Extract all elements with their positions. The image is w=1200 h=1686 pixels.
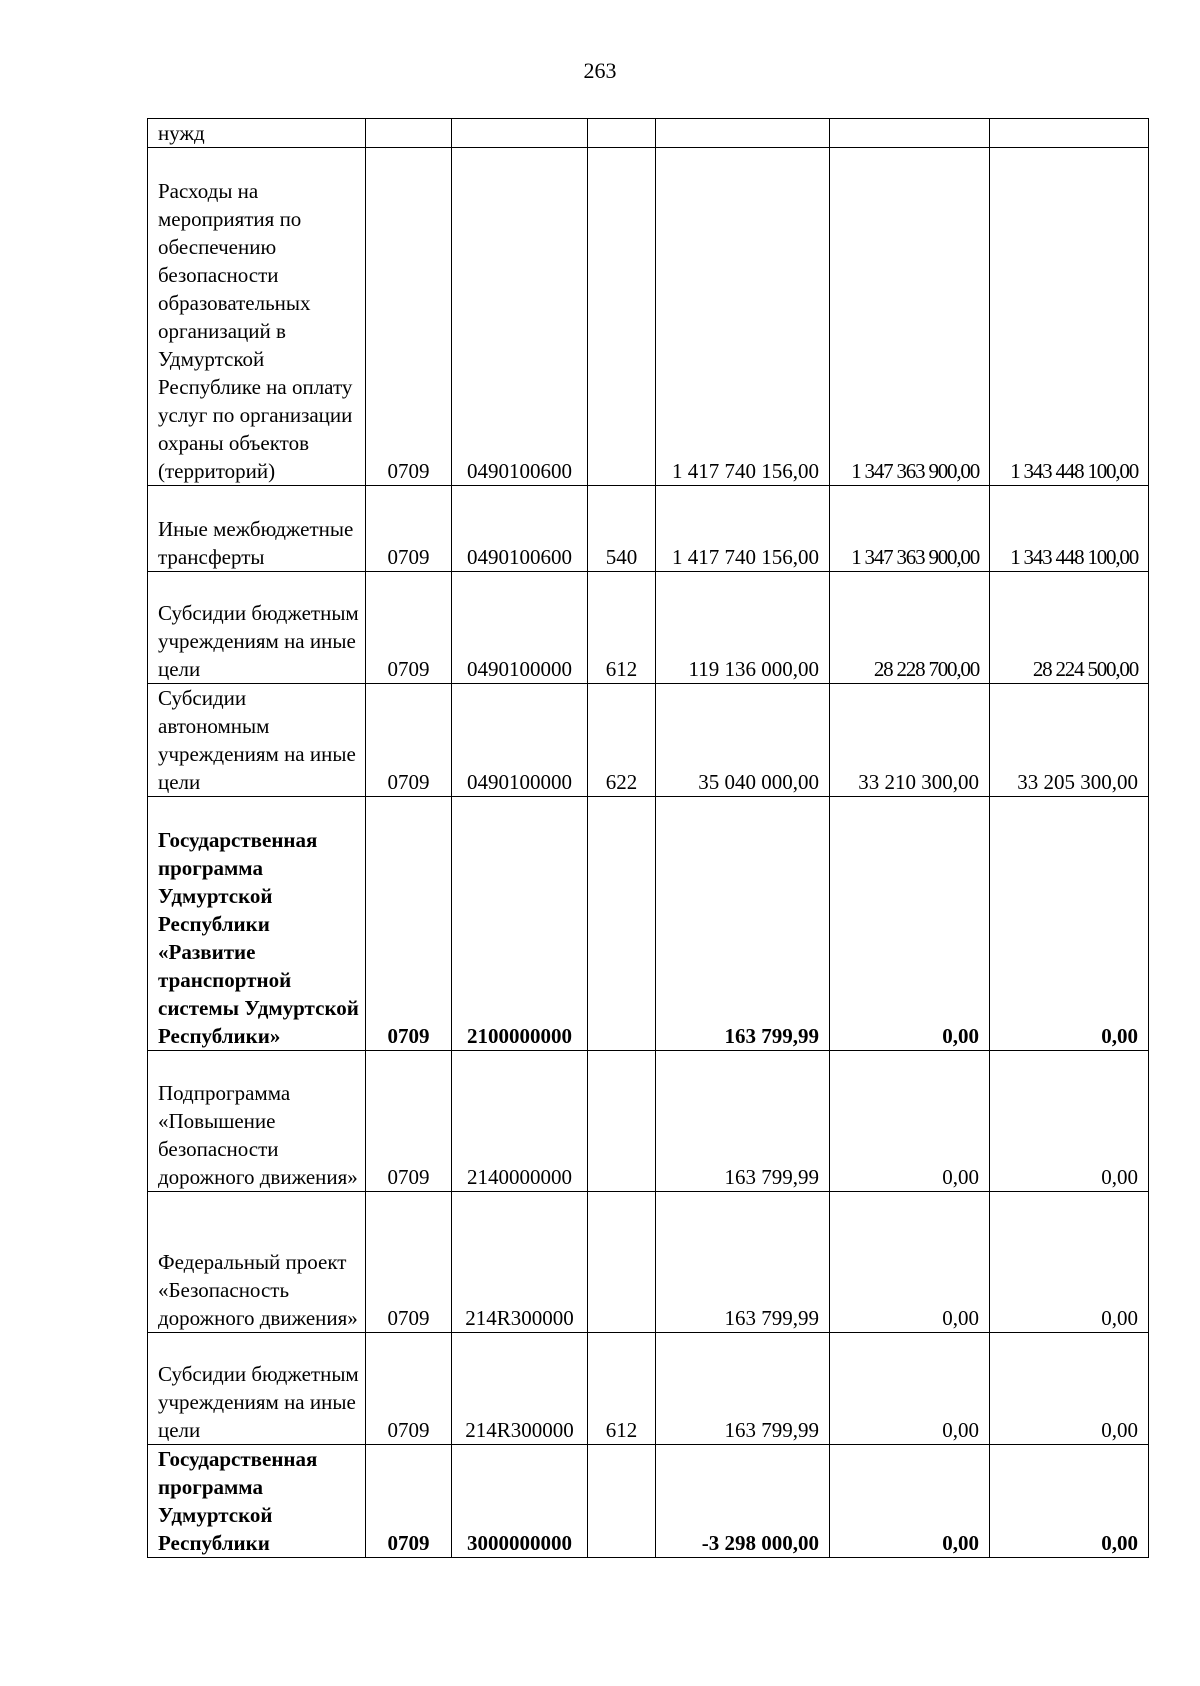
target-article-code: 0490100000 <box>452 684 588 797</box>
expense-type-code <box>588 797 656 1051</box>
amount-year-2: 0,00 <box>830 1051 990 1192</box>
section-code: 0709 <box>366 1333 452 1445</box>
row-name: Расходы на мероприятия по обеспечению безопасности образовательных организаций в Удмуртской Республике на оплату услуг по организации охраны объектов (территорий) <box>148 148 366 486</box>
table-row <box>148 1333 1149 1445</box>
section-code: 0709 <box>366 1051 452 1192</box>
expense-type-code <box>588 1445 656 1558</box>
amount-year-1: 119 136 000,00 <box>656 572 830 684</box>
amount-year-1 <box>656 119 830 148</box>
section-code: 0709 <box>366 797 452 1051</box>
expense-type-code <box>588 119 656 148</box>
section-code <box>366 119 452 148</box>
expense-type-code: 540 <box>588 486 656 572</box>
budget-table <box>147 118 1149 1558</box>
amount-year-1: 163 799,99 <box>656 797 830 1051</box>
amount-year-2: 28 228 700,00 <box>830 572 990 684</box>
amount-year-1: 1 417 740 156,00 <box>656 148 830 486</box>
amount-year-3: 1 343 448 100,00 <box>990 486 1149 572</box>
target-article-code: 0490100000 <box>452 572 588 684</box>
amount-year-2: 0,00 <box>830 1445 990 1558</box>
amount-year-1: 1 417 740 156,00 <box>656 486 830 572</box>
expense-type-code: 612 <box>588 572 656 684</box>
expense-type-code <box>588 1192 656 1333</box>
amount-year-3: 33 205 300,00 <box>990 684 1149 797</box>
table-row <box>148 797 1149 1051</box>
amount-year-3: 0,00 <box>990 1333 1149 1445</box>
amount-year-2 <box>830 119 990 148</box>
page-number: 263 <box>583 58 617 83</box>
table-row <box>148 148 1149 486</box>
row-name: Субсидии автономным учреждениям на иные цели <box>148 684 366 797</box>
row-name: нужд <box>148 119 366 148</box>
section-code: 0709 <box>366 486 452 572</box>
amount-year-2: 0,00 <box>830 1333 990 1445</box>
section-code: 0709 <box>366 1445 452 1558</box>
target-article-code: 2140000000 <box>452 1051 588 1192</box>
amount-year-1: 163 799,99 <box>656 1333 830 1445</box>
section-code: 0709 <box>366 148 452 486</box>
section-code: 0709 <box>366 572 452 684</box>
amount-year-3 <box>990 119 1149 148</box>
row-name: Субсидии бюджетным учреждениям на иные цели <box>148 1333 366 1445</box>
row-name: Федеральный проект «Безопасность дорожного движения» <box>148 1192 366 1333</box>
target-article-code: 0490100600 <box>452 148 588 486</box>
target-article-code: 3000000000 <box>452 1445 588 1558</box>
amount-year-3: 0,00 <box>990 1192 1149 1333</box>
amount-year-1: 35 040 000,00 <box>656 684 830 797</box>
amount-year-3: 0,00 <box>990 1051 1149 1192</box>
table-row <box>148 1192 1149 1333</box>
table-row <box>148 572 1149 684</box>
table-row <box>148 1445 1149 1558</box>
target-article-code: 2100000000 <box>452 797 588 1051</box>
amount-year-1: 163 799,99 <box>656 1051 830 1192</box>
amount-year-3: 0,00 <box>990 797 1149 1051</box>
amount-year-1: -3 298 000,00 <box>656 1445 830 1558</box>
row-name: Государственная программа Удмуртской Республики «Развитие транспортной системы Удмуртской Республики» <box>148 797 366 1051</box>
amount-year-1: 163 799,99 <box>656 1192 830 1333</box>
expense-type-code <box>588 148 656 486</box>
target-article-code <box>452 119 588 148</box>
section-code: 0709 <box>366 684 452 797</box>
expense-type-code: 622 <box>588 684 656 797</box>
row-name: Подпрограмма «Повышение безопасности дорожного движения» <box>148 1051 366 1192</box>
amount-year-3: 28 224 500,00 <box>990 572 1149 684</box>
target-article-code: 214R300000 <box>452 1333 588 1445</box>
amount-year-2: 33 210 300,00 <box>830 684 990 797</box>
row-name: Субсидии бюджетным учреждениям на иные цели <box>148 572 366 684</box>
table-row <box>148 119 1149 148</box>
amount-year-2: 1 347 363 900,00 <box>830 486 990 572</box>
amount-year-3: 0,00 <box>990 1445 1149 1558</box>
amount-year-2: 0,00 <box>830 797 990 1051</box>
section-code: 0709 <box>366 1192 452 1333</box>
amount-year-2: 0,00 <box>830 1192 990 1333</box>
table-row <box>148 486 1149 572</box>
target-article-code: 0490100600 <box>452 486 588 572</box>
table-row <box>148 1051 1149 1192</box>
expense-type-code: 612 <box>588 1333 656 1445</box>
target-article-code: 214R300000 <box>452 1192 588 1333</box>
expense-type-code <box>588 1051 656 1192</box>
table-row <box>148 684 1149 797</box>
row-name: Иные межбюджетные трансферты <box>148 486 366 572</box>
amount-year-2: 1 347 363 900,00 <box>830 148 990 486</box>
row-name: Государственная программа Удмуртской Республики <box>148 1445 366 1558</box>
amount-year-3: 1 343 448 100,00 <box>990 148 1149 486</box>
